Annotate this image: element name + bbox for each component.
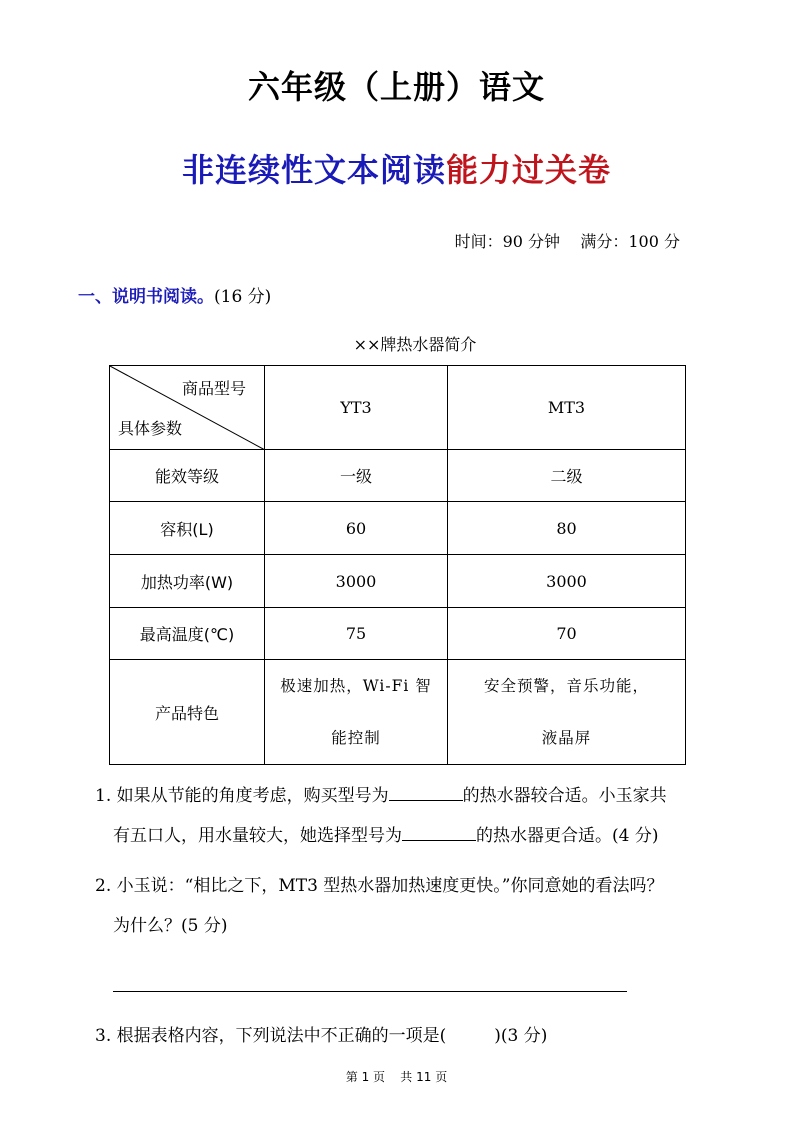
question-3 [95,1016,547,1056]
question-number: 3. [95,1026,112,1046]
question-2 [95,866,664,946]
page-title: 六年级（上册）语文 [247,68,545,106]
cell-value: 3000 [448,555,686,608]
question-text: 根据表格内容，下列说法中不正确的一项是( [116,1026,447,1046]
table-row-features [110,660,686,765]
question-text: 如果从节能的角度考虑，购买型号为 [116,786,389,806]
row-label: 最高温度(℃) [110,608,265,660]
table-corner-cell [110,366,265,450]
question-number: 2. [95,876,112,896]
page-subtitle [0,145,793,191]
subtitle-red-part: 能力过关卷 [446,151,612,189]
table-row [110,608,686,660]
cell-value: 3000 [265,555,448,608]
question-text: 为什么？(5 分) [113,916,228,936]
table-row [110,450,686,502]
cell-value: 70 [448,608,686,660]
question-text: 的热水器更合适。(4 分) [476,826,659,846]
subtitle-blue-part: 非连续性文本阅读 [181,151,446,189]
feature-mt3 [448,660,686,765]
feature-yt3-line1: 极速加热，Wi-Fi 智 [280,677,432,695]
feature-mt3-line1: 安全预警，音乐功能， [483,677,649,695]
row-label: 加热功率(W) [110,555,265,608]
row-label: 容积(L) [110,502,265,555]
cell-value: 一级 [265,450,448,502]
question-1 [95,776,667,856]
table-row [110,555,686,608]
cell-value: 80 [448,502,686,555]
question-text: 有五口人，用水量较大，她选择型号为 [113,826,402,846]
feature-yt3 [265,660,448,765]
section-points: (16 分) [214,287,272,307]
feature-yt3-line2: 能控制 [331,729,381,747]
section-label: 一、说明书阅读。 [78,287,214,307]
table-caption: ××牌热水器简介 [353,335,477,354]
product-table [109,365,686,765]
exam-time-info: 时间：90 分钟 满分：100 分 [454,232,680,251]
page-footer: 第 1 页 共 11 页 [345,1070,448,1084]
answer-blank[interactable] [389,782,463,801]
table-row [110,502,686,555]
question-text: 的热水器较合适。小玉家共 [462,786,667,806]
cell-value: 二级 [448,450,686,502]
question-text: 小玉说：“相比之下，MT3 型热水器加热速度更快。”你同意她的看法吗？ [116,876,664,896]
answer-blank[interactable] [402,822,476,841]
section-heading [78,282,271,307]
feature-mt3-line2: 液晶屏 [541,729,592,747]
answer-line[interactable] [113,991,627,992]
question-text: )(3 分) [494,1026,548,1046]
table-header-row [110,366,686,450]
model-header-yt3: YT3 [265,366,448,450]
row-label: 能效等级 [110,450,265,502]
model-header-mt3: MT3 [448,366,686,450]
cell-value: 75 [265,608,448,660]
corner-top-label: 商品型号 [181,379,246,398]
cell-value: 60 [265,502,448,555]
question-number: 1. [95,786,112,806]
corner-bottom-label: 具体参数 [118,419,183,438]
row-label: 产品特色 [110,660,265,765]
